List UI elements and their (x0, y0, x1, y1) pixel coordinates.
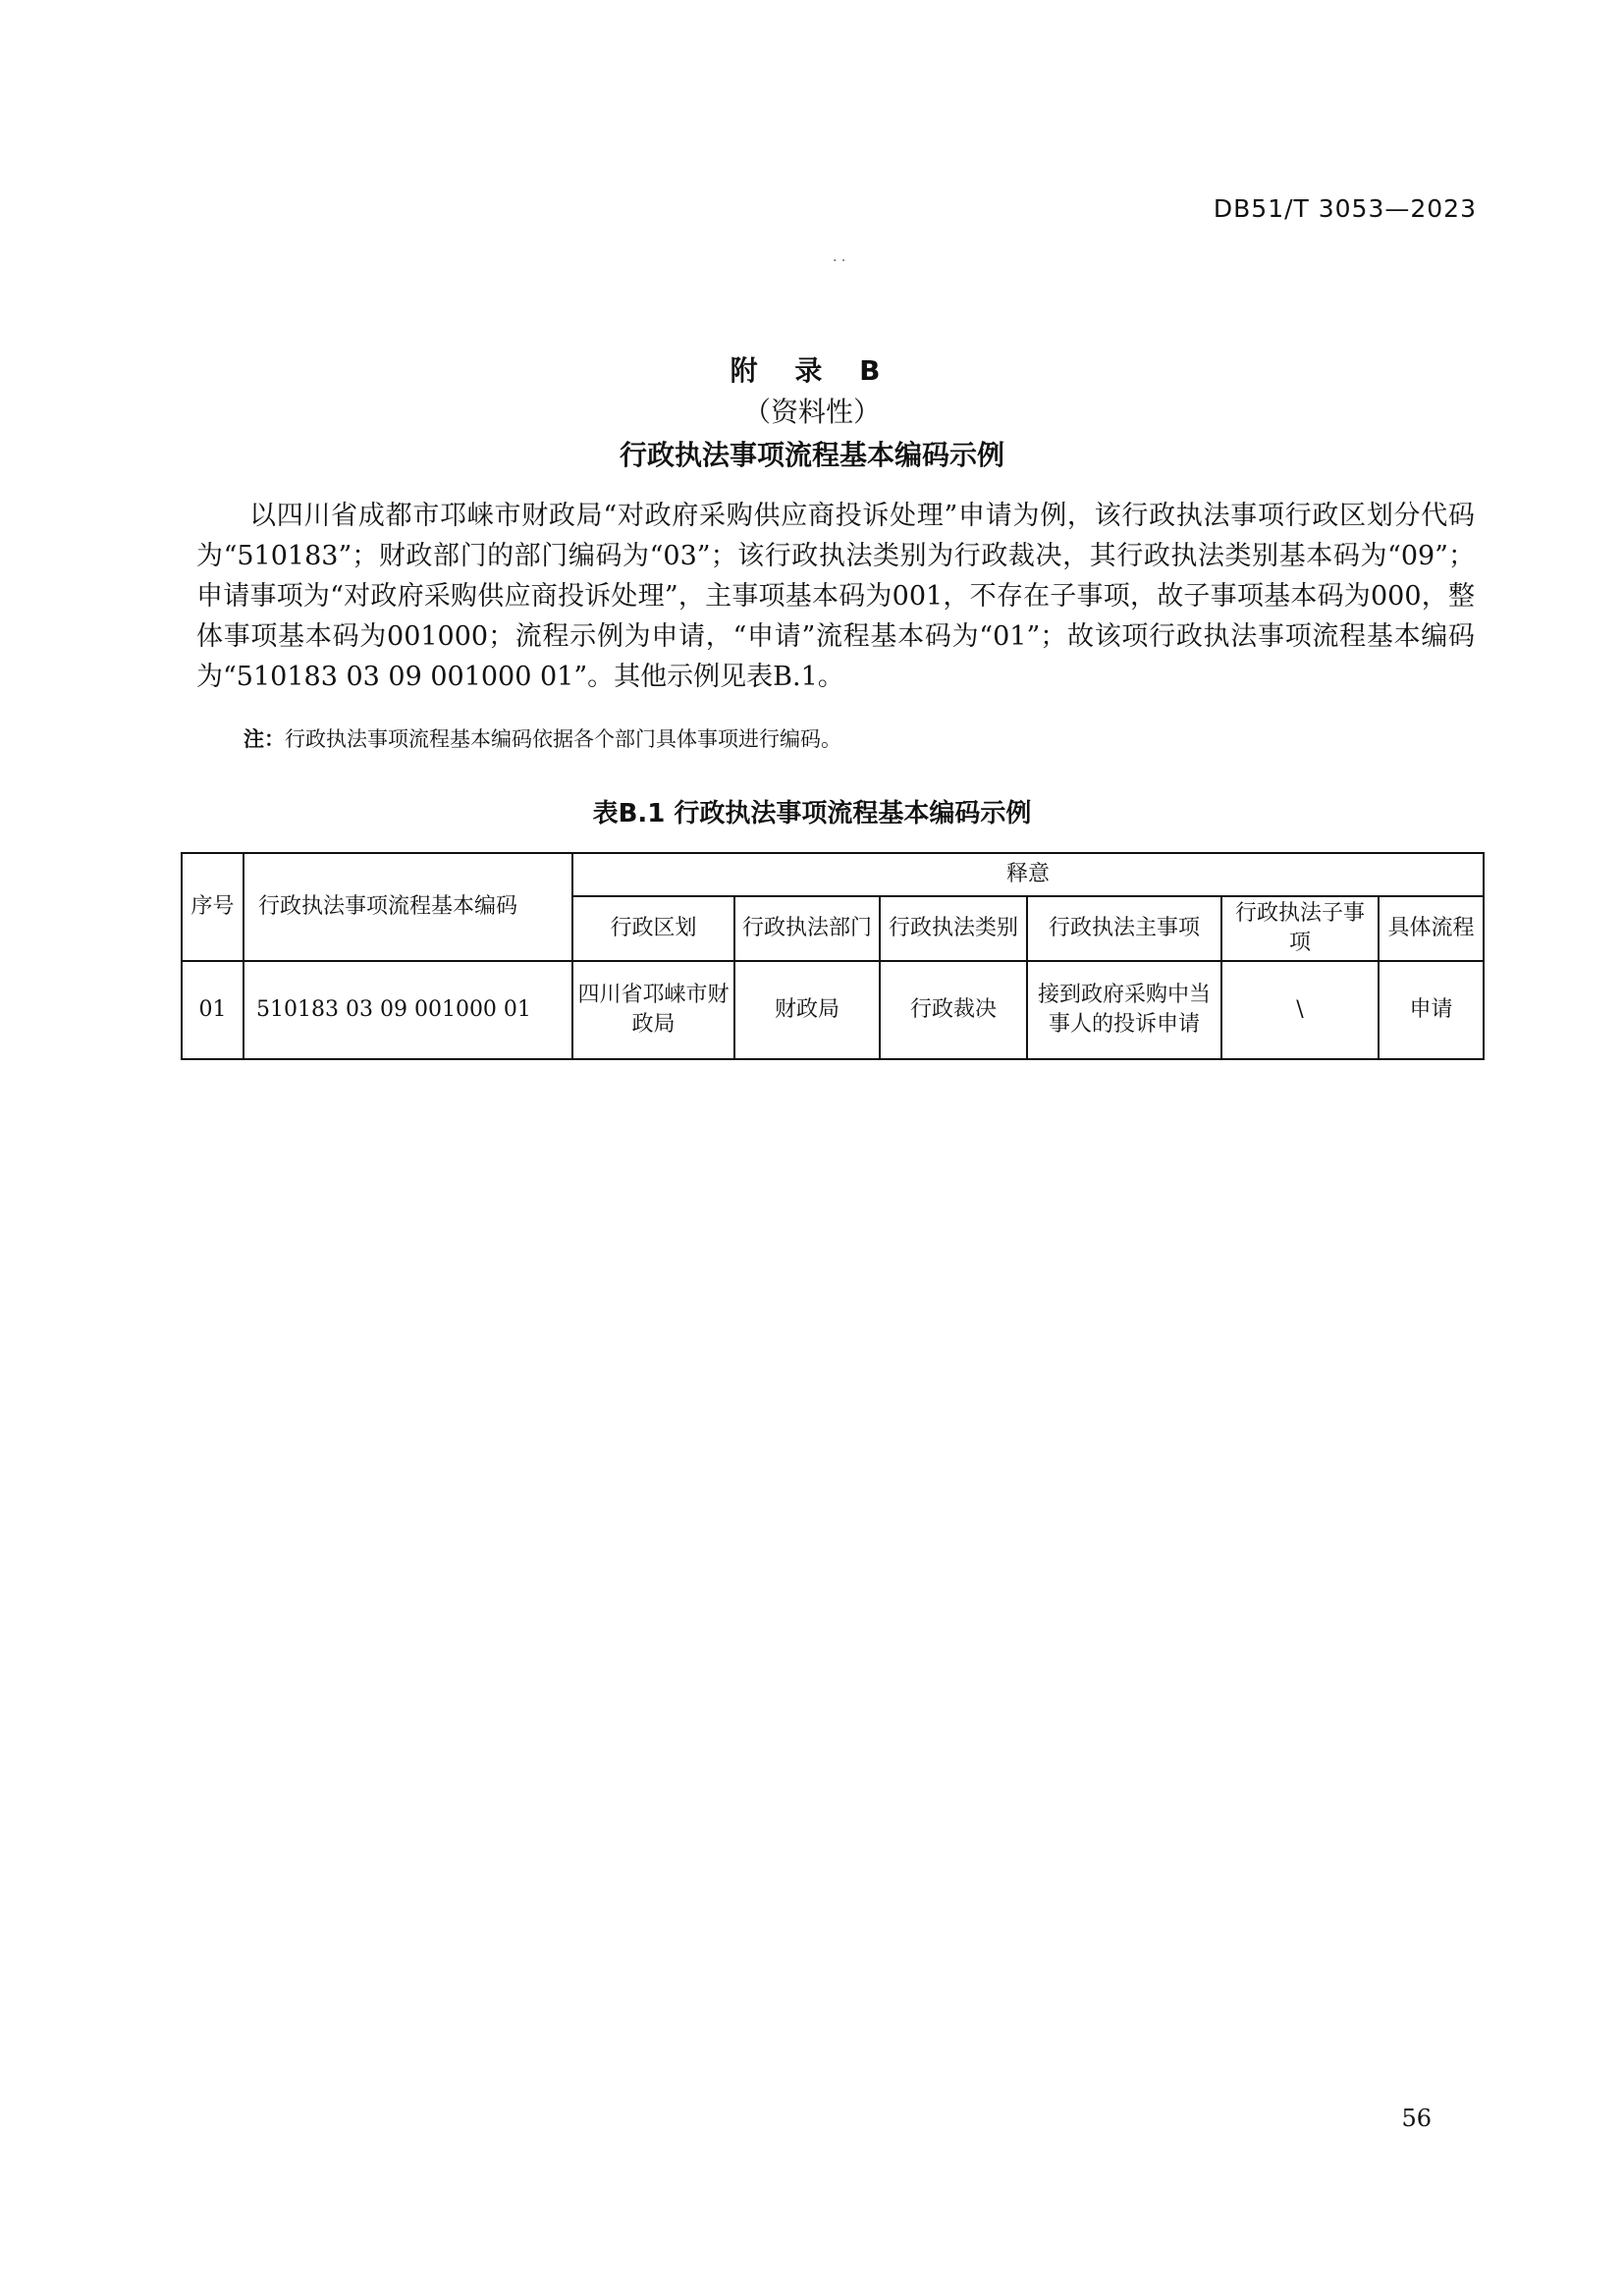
appendix-heading: 行政执法事项流程基本编码示例 (619, 439, 1004, 471)
header-main-item: 行政执法主事项 (1027, 896, 1221, 961)
cell-code: 510183 03 09 001000 01 (244, 961, 572, 1059)
cell-region: 四川省邛崃市财政局 (572, 961, 734, 1059)
header-meaning: 释意 (572, 853, 1484, 896)
cell-process: 申请 (1379, 961, 1484, 1059)
table-caption: 表B.1 行政执法事项流程基本编码示例 (592, 799, 1032, 828)
table-row (182, 961, 1484, 1059)
body-paragraph: 以四川省成都市邛崃市财政局“对政府采购供应商投诉处理”申请为例，该行政执法事项行政区划分代码为“510183”；财政部门的部门编码为“03”；该行政执法类别为行政裁决，其行政执法类别基本码为“09”；申请事项为“对政府采购供应商投诉处理”，主事项基本码为001，不存在子事项，故子事项基本码为000，整体事项基本码为001000；流程示例为申请，“申请”流程基本码为“01”；故该项行政执法事项流程基本编码为“510183 03 09 001000 01”。其他示例见表B.1。 (196, 501, 1475, 692)
header-code: 行政执法事项流程基本编码 (244, 853, 572, 961)
note-label: 注： (244, 727, 285, 751)
note-text: 行政执法事项流程基本编码依据各个部门具体事项进行编码。 (285, 727, 841, 751)
page-number: 56 (1401, 2105, 1432, 2132)
appendix-title: 附 录 B (730, 354, 894, 387)
header-process: 具体流程 (1379, 896, 1484, 961)
cell-sub-item: \ (1221, 961, 1379, 1059)
header-category: 行政执法类别 (880, 896, 1027, 961)
header-region: 行政区划 (572, 896, 734, 961)
cell-department: 财政局 (734, 961, 880, 1059)
cell-main-item: 接到政府采购中当事人的投诉申请 (1027, 961, 1221, 1059)
header-sub-item: 行政执法子事项 (1221, 896, 1379, 961)
note (244, 723, 841, 753)
code-example-table (181, 852, 1485, 1060)
cell-category: 行政裁决 (880, 961, 1027, 1059)
standard-code: DB51/T 3053—2023 (1213, 194, 1477, 223)
header-department: 行政执法部门 (734, 896, 880, 961)
header-dots: · · (833, 253, 846, 269)
cell-seq: 01 (182, 961, 244, 1059)
appendix-nature: （资料性） (742, 396, 881, 428)
header-seq: 序号 (182, 853, 244, 961)
